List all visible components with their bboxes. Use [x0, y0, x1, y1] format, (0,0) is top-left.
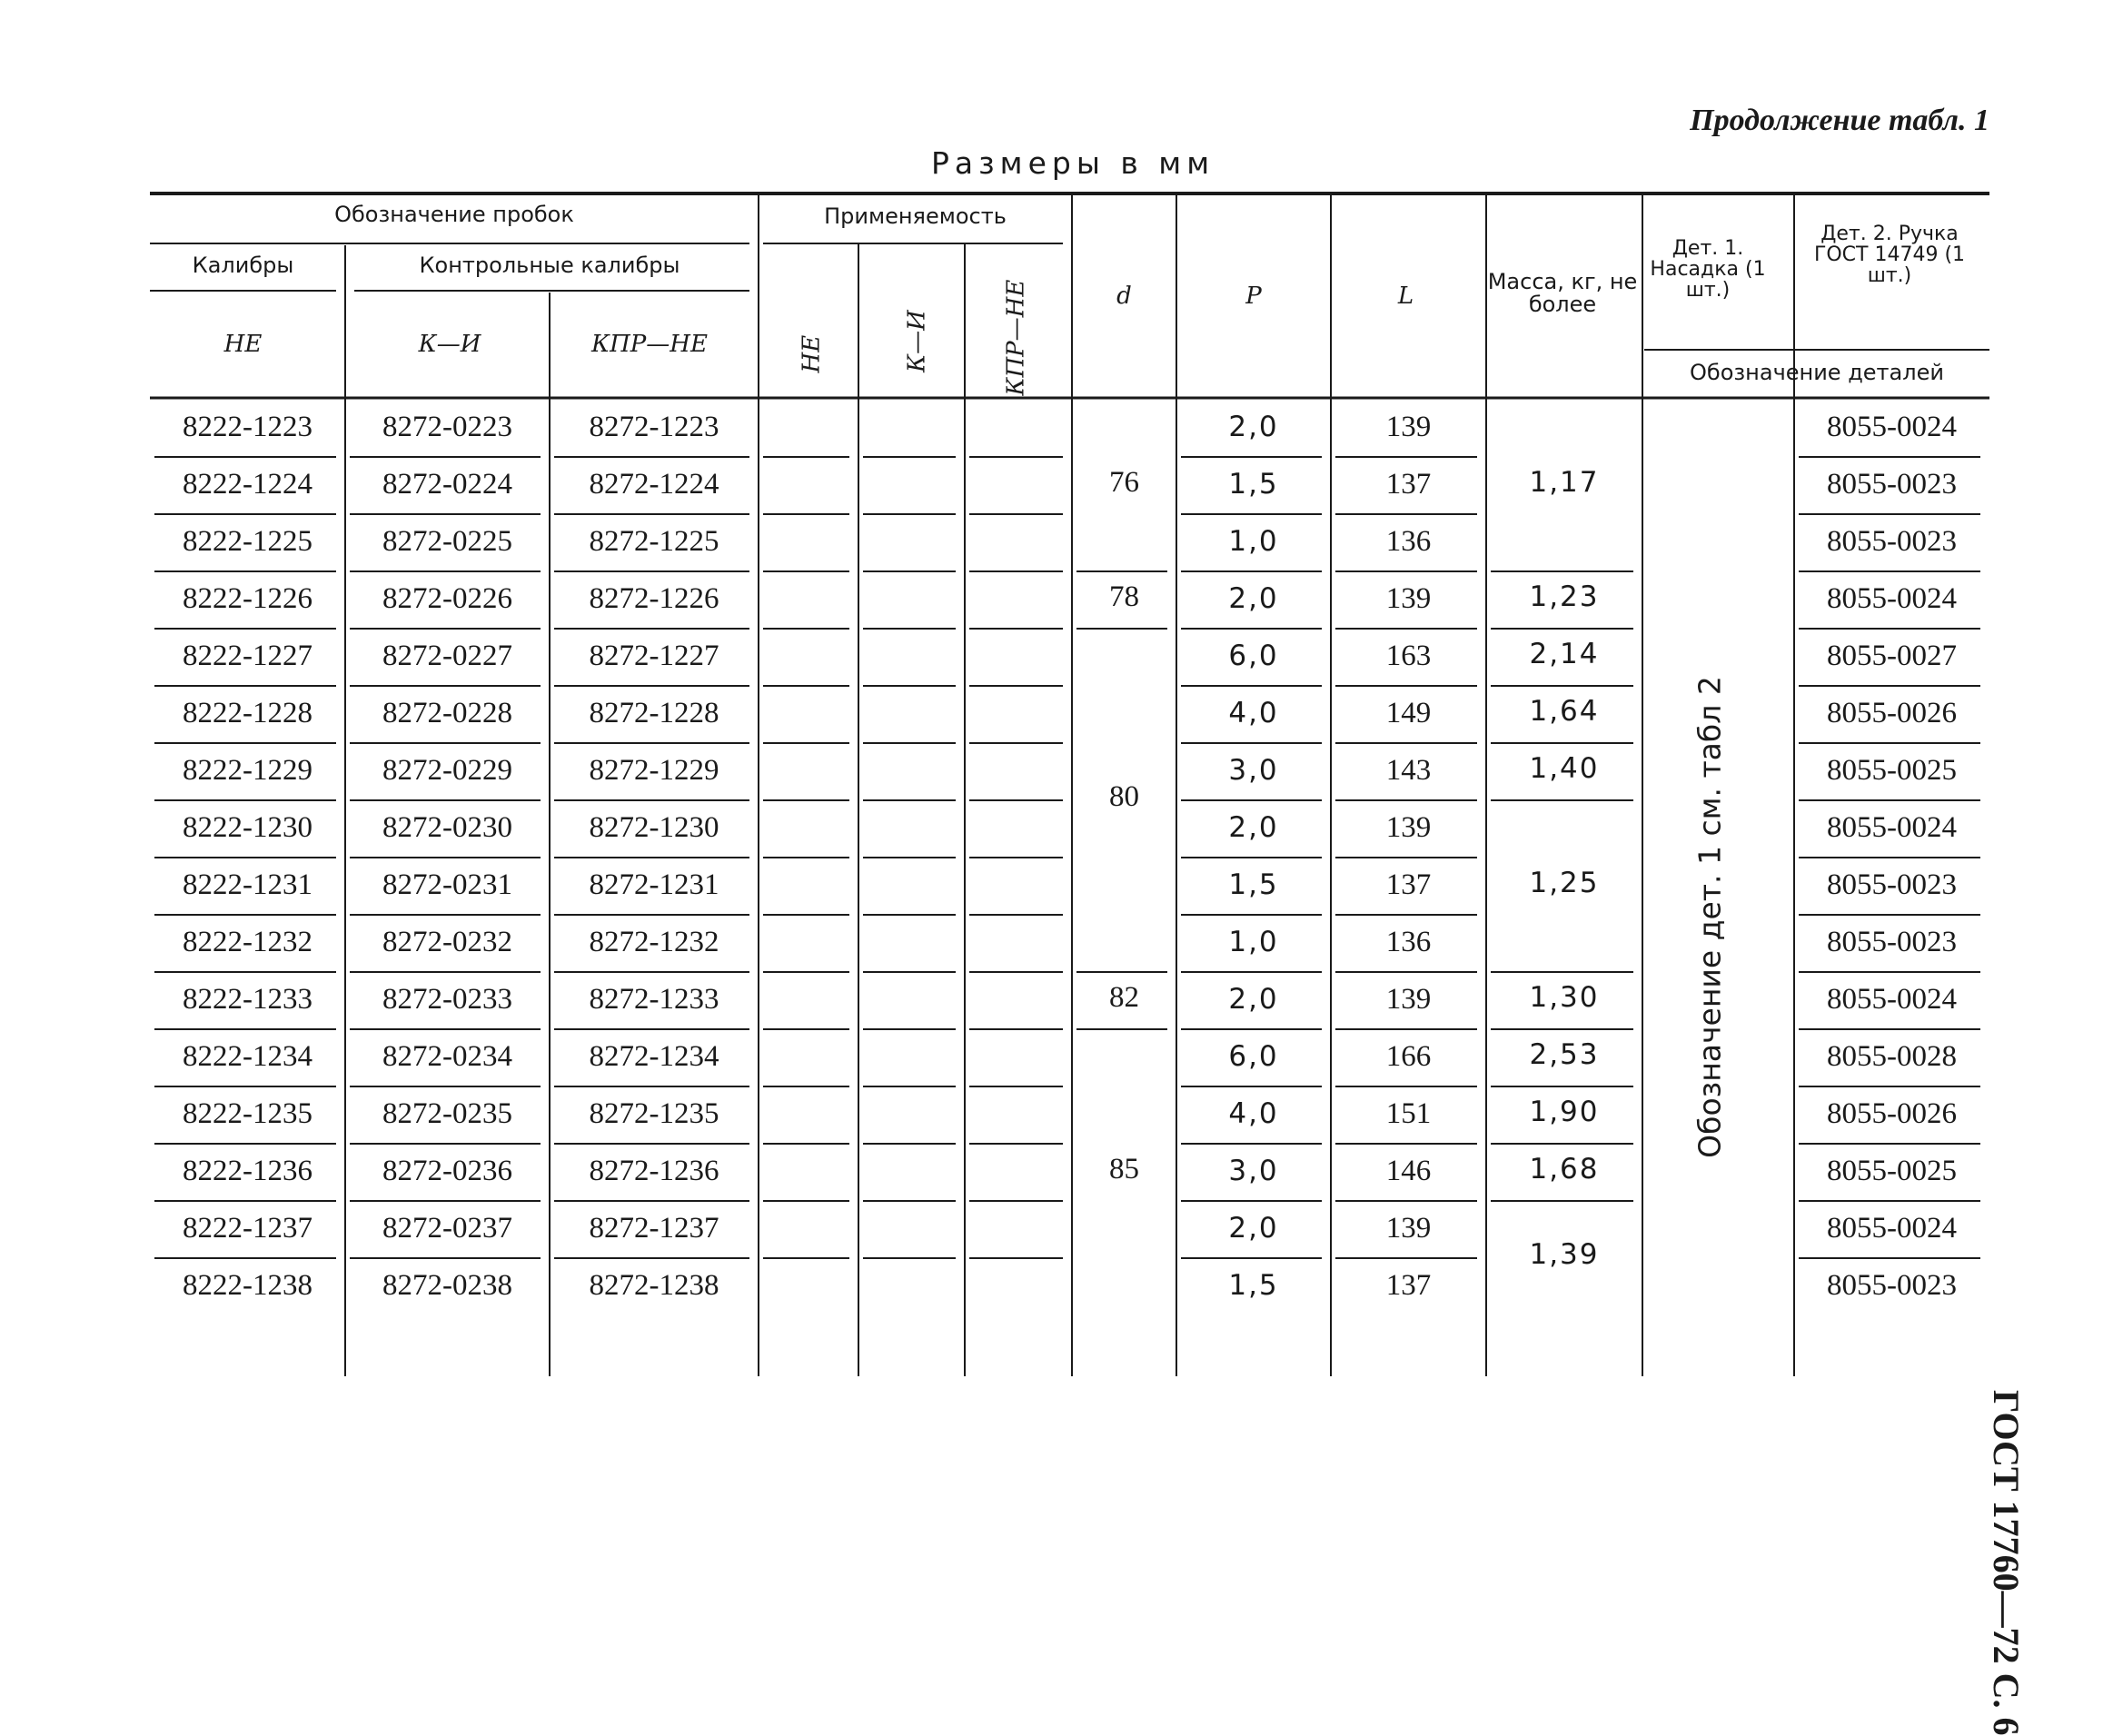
cell-kontrol-k-i: 8272-0234	[382, 1040, 512, 1073]
cell-kontrol-kpr-ne: 8272-1227	[589, 640, 719, 672]
header-oboznachenie: Обозначение пробок	[334, 202, 574, 227]
cell-kontrol-k-i: 8272-0237	[382, 1212, 512, 1245]
cell-det2: 8055-0023	[1827, 468, 1957, 501]
cell-kalibr-ne: 8222-1235	[183, 1097, 312, 1130]
cell-det2: 8055-0023	[1827, 525, 1957, 558]
cell-d: 76	[1109, 465, 1139, 499]
cell-det2: 8055-0028	[1827, 1040, 1957, 1073]
header-k-i: К—И	[418, 331, 481, 358]
cell-det2: 8055-0025	[1827, 1155, 1957, 1187]
cell-p: 4,0	[1228, 697, 1279, 729]
standard-page-label: ГОСТ 17760—72 С. 6	[1986, 1390, 2027, 1736]
cell-det2: 8055-0024	[1827, 811, 1957, 844]
cell-p: 2,0	[1228, 411, 1279, 443]
cell-massa: 1,25	[1529, 866, 1600, 899]
header-det1: Дет. 1. Насадка (1 шт.)	[1650, 237, 1766, 303]
cell-det2: 8055-0025	[1827, 754, 1957, 787]
cell-kontrol-k-i: 8272-0235	[382, 1097, 512, 1130]
cell-det2: 8055-0023	[1827, 868, 1957, 901]
cell-p: 6,0	[1228, 1040, 1279, 1073]
cell-det2: 8055-0026	[1827, 697, 1957, 729]
cell-massa: 1,40	[1529, 751, 1600, 785]
cell-kalibr-ne: 8222-1223	[183, 411, 312, 443]
cell-p: 1,5	[1228, 868, 1279, 901]
cell-kontrol-kpr-ne: 8272-1229	[589, 754, 719, 787]
cell-l: 137	[1385, 468, 1432, 501]
header-massa: Масса, кг, не более	[1487, 269, 1638, 318]
cell-kontrol-kpr-ne: 8272-1238	[589, 1269, 719, 1302]
cell-l: 139	[1385, 983, 1432, 1016]
cell-kontrol-k-i: 8272-0224	[382, 468, 512, 501]
cell-kontrol-kpr-ne: 8272-1235	[589, 1097, 719, 1130]
header-d: d	[1116, 283, 1132, 310]
header-ne: НЕ	[223, 331, 263, 358]
header-kontrolnye: Контрольные калибры	[419, 253, 680, 278]
cell-kalibr-ne: 8222-1224	[183, 468, 312, 501]
cell-l: 137	[1385, 1269, 1432, 1302]
cell-kontrol-k-i: 8272-0225	[382, 525, 512, 558]
cell-kontrol-kpr-ne: 8272-1231	[589, 868, 719, 901]
cell-kontrol-kpr-ne: 8272-1233	[589, 983, 719, 1016]
cell-kontrol-k-i: 8272-0238	[382, 1269, 512, 1302]
det1-note-text: Обозначение дет. 1 см. табл 2	[1691, 676, 1728, 1158]
cell-p: 4,0	[1228, 1097, 1279, 1130]
cell-kalibr-ne: 8222-1234	[183, 1040, 312, 1073]
cell-kontrol-k-i: 8272-0230	[382, 811, 512, 844]
cell-det2: 8055-0024	[1827, 582, 1957, 615]
cell-det2: 8055-0024	[1827, 411, 1957, 443]
cell-det2: 8055-0024	[1827, 1212, 1957, 1245]
cell-l: 139	[1385, 811, 1432, 844]
cell-p: 1,0	[1228, 926, 1279, 958]
cell-kalibr-ne: 8222-1233	[183, 983, 312, 1016]
cell-l: 137	[1385, 868, 1432, 901]
cell-p: 2,0	[1228, 983, 1279, 1016]
header-app-ne: НЕ	[798, 334, 826, 373]
cell-kalibr-ne: 8222-1229	[183, 754, 312, 787]
cell-l: 136	[1385, 525, 1432, 558]
cell-kalibr-ne: 8222-1226	[183, 582, 312, 615]
cell-kalibr-ne: 8222-1230	[183, 811, 312, 844]
cell-l: 139	[1385, 1212, 1432, 1245]
cell-kontrol-kpr-ne: 8272-1228	[589, 697, 719, 729]
cell-det2: 8055-0026	[1827, 1097, 1957, 1130]
cell-l: 139	[1385, 411, 1432, 443]
header-kpr-ne: КПР—НЕ	[591, 331, 708, 358]
header-oboznachenie-detaley: Обозначение деталей	[1690, 360, 1944, 385]
header-primenyaemost: Применяемость	[824, 203, 1007, 229]
continuation-title: Продолжение табл. 1	[1690, 104, 1989, 137]
cell-kontrol-kpr-ne: 8272-1225	[589, 525, 719, 558]
cell-l: 146	[1385, 1155, 1432, 1187]
cell-d: 82	[1109, 980, 1139, 1014]
header-app-k-i: К—И	[903, 310, 931, 373]
cell-l: 151	[1385, 1097, 1432, 1130]
cell-kontrol-k-i: 8272-0232	[382, 926, 512, 958]
cell-d: 80	[1109, 780, 1139, 813]
cell-p: 1,0	[1228, 525, 1279, 558]
cell-kontrol-kpr-ne: 8272-1223	[589, 411, 719, 443]
cell-kalibr-ne: 8222-1225	[183, 525, 312, 558]
cell-p: 2,0	[1228, 811, 1279, 844]
cell-det2: 8055-0023	[1827, 1269, 1957, 1302]
cell-l: 139	[1385, 582, 1432, 615]
cell-kontrol-k-i: 8272-0228	[382, 697, 512, 729]
header-p: P	[1245, 283, 1262, 310]
cell-p: 2,0	[1228, 1212, 1279, 1245]
cell-det2: 8055-0023	[1827, 926, 1957, 958]
cell-kontrol-k-i: 8272-0227	[382, 640, 512, 672]
cell-kalibr-ne: 8222-1237	[183, 1212, 312, 1245]
cell-massa: 1,90	[1529, 1095, 1600, 1128]
cell-kontrol-kpr-ne: 8272-1230	[589, 811, 719, 844]
cell-d: 78	[1109, 580, 1139, 613]
cell-p: 6,0	[1228, 640, 1279, 672]
units-label: Размеры в мм	[931, 145, 1215, 181]
cell-kontrol-k-i: 8272-0229	[382, 754, 512, 787]
cell-p: 2,0	[1228, 582, 1279, 615]
cell-massa: 1,68	[1529, 1152, 1600, 1185]
cell-kalibr-ne: 8222-1227	[183, 640, 312, 672]
cell-l: 149	[1385, 697, 1432, 729]
cell-massa: 1,30	[1529, 980, 1600, 1014]
cell-massa: 2,53	[1529, 1037, 1600, 1071]
cell-l: 143	[1385, 754, 1432, 787]
cell-l: 166	[1385, 1040, 1432, 1073]
cell-p: 1,5	[1228, 1269, 1279, 1302]
cell-p: 1,5	[1228, 468, 1279, 501]
cell-kontrol-k-i: 8272-0226	[382, 582, 512, 615]
cell-kalibr-ne: 8222-1236	[183, 1155, 312, 1187]
cell-d: 85	[1109, 1152, 1139, 1185]
cell-kontrol-kpr-ne: 8272-1226	[589, 582, 719, 615]
cell-kalibr-ne: 8222-1238	[183, 1269, 312, 1302]
cell-massa: 2,14	[1529, 637, 1600, 670]
cell-p: 3,0	[1228, 754, 1279, 787]
cell-kontrol-kpr-ne: 8272-1232	[589, 926, 719, 958]
cell-kalibr-ne: 8222-1232	[183, 926, 312, 958]
cell-kontrol-k-i: 8272-0236	[382, 1155, 512, 1187]
cell-det2: 8055-0024	[1827, 983, 1957, 1016]
cell-kontrol-kpr-ne: 8272-1236	[589, 1155, 719, 1187]
cell-massa: 1,23	[1529, 580, 1600, 613]
cell-p: 3,0	[1228, 1155, 1279, 1187]
cell-kontrol-k-i: 8272-0231	[382, 868, 512, 901]
header-app-kpr-ne: КПР—НЕ	[1002, 279, 1030, 396]
cell-kontrol-k-i: 8272-0233	[382, 983, 512, 1016]
cell-l: 163	[1385, 640, 1432, 672]
cell-massa: 1,17	[1529, 465, 1600, 499]
cell-massa: 1,64	[1529, 694, 1600, 728]
cell-det2: 8055-0027	[1827, 640, 1957, 672]
header-det2: Дет. 2. Ручка ГОСТ 14749 (1 шт.)	[1813, 223, 1966, 288]
header-kalibry: Калибры	[192, 253, 294, 278]
cell-kontrol-kpr-ne: 8272-1237	[589, 1212, 719, 1245]
cell-l: 136	[1385, 926, 1432, 958]
cell-kalibr-ne: 8222-1231	[183, 868, 312, 901]
header-l: L	[1397, 283, 1414, 310]
cell-kontrol-kpr-ne: 8272-1234	[589, 1040, 719, 1073]
cell-kontrol-k-i: 8272-0223	[382, 411, 512, 443]
cell-massa: 1,39	[1529, 1238, 1600, 1271]
cell-kalibr-ne: 8222-1228	[183, 697, 312, 729]
cell-kontrol-kpr-ne: 8272-1224	[589, 468, 719, 501]
